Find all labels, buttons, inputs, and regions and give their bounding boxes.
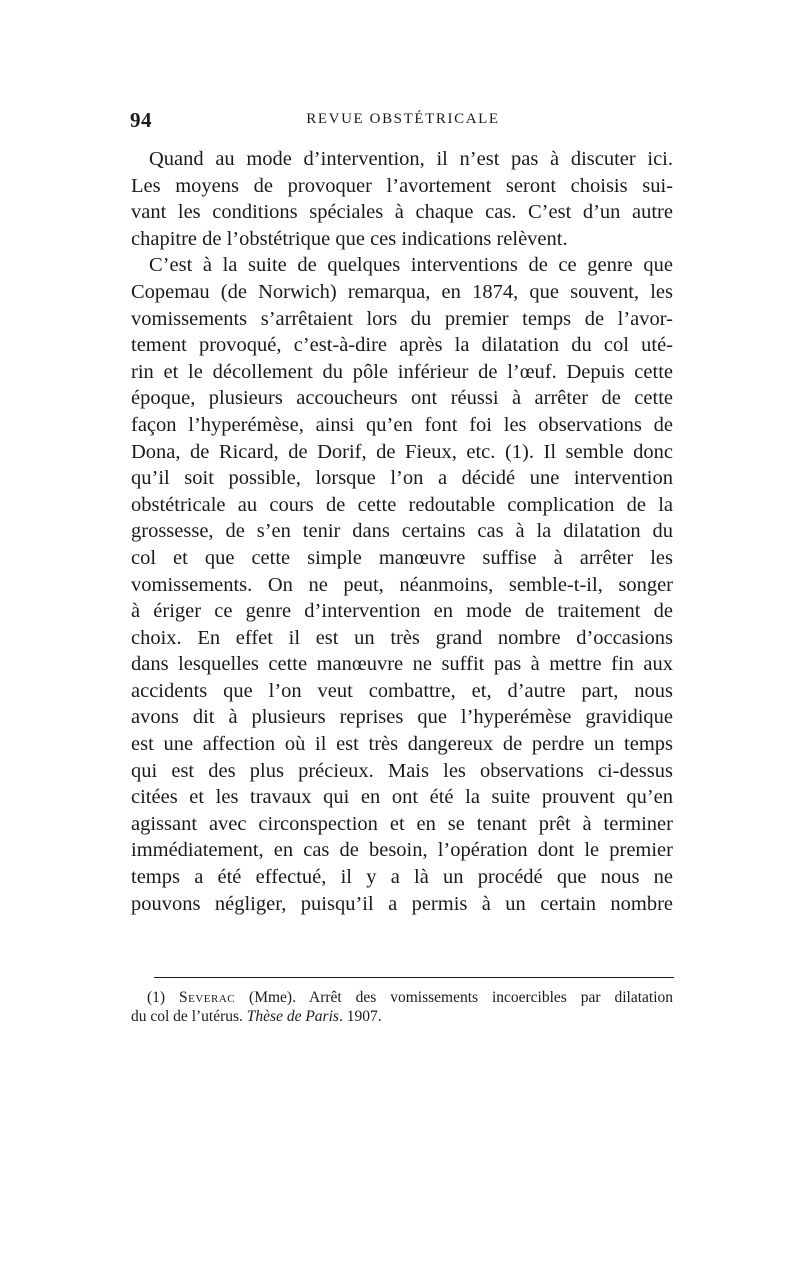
footnote-author: Severac [179, 989, 236, 1006]
text-line: accidents que l’on veut combattre, et, d’autre part, nous [131, 679, 673, 702]
text-line: vant les conditions spéciales à chaque cas. C’est d’un autre [131, 201, 673, 224]
footnote-marker: (1) [147, 989, 179, 1006]
footnote-text: du col de l’utérus. [131, 1008, 247, 1025]
text-line: choix. En effet il est un très grand nombre d’occasions [131, 626, 673, 649]
text-line: façon l’hyperémèse, ainsi qu’en font foi les observations de [131, 413, 673, 436]
footnote-work-title: Thèse de Paris [246, 1008, 339, 1025]
text-line: rin et le décollement du pôle inférieur de l’œuf. Depuis cette [131, 360, 673, 383]
footnote-line [131, 1007, 673, 1026]
footnote [131, 988, 673, 1026]
footnote-divider [154, 977, 674, 978]
text-line: vomissements. On ne peut, néanmoins, semble-t-il, songer [131, 573, 673, 596]
text-line: Copemau (de Norwich) remarqua, en 1874, que souvent, les [131, 280, 673, 303]
text-line: col et que cette simple manœuvre suffise à arrêter les [131, 546, 673, 569]
text-line: est une affection où il est très dangereux de perdre un temps [131, 733, 673, 756]
text-line: époque, plusieurs accoucheurs ont réussi à arrêter de cette [131, 387, 673, 410]
text-line: citées et les travaux qui en ont été la suite prouvent qu’en [131, 786, 673, 809]
text-line: tement provoqué, c’est-à-dire après la dilatation du col uté- [131, 334, 673, 357]
footnote-text: Arrêt des vomissements incoercibles par dilatation [309, 989, 673, 1006]
running-head: REVUE OBSTÉTRICALE [306, 111, 500, 127]
text-line: vomissements s’arrêtaient lors du premier temps de l’avor- [131, 307, 673, 330]
text-line: C’est à la suite de quelques interventions de ce genre que [149, 254, 673, 277]
text-line: qu’il soit possible, lorsque l’on a décidé une intervention [131, 467, 673, 490]
text-line: immédiatement, en cas de besoin, l’opération dont le premier [131, 839, 673, 862]
page-header [130, 108, 676, 138]
text-line: obstétricale au cours de cette redoutable complication de la [131, 493, 673, 516]
text-line: pouvons négliger, puisqu’il a permis à un certain nombre [131, 892, 673, 915]
text-line: dans lesquelles cette manœuvre ne suffit pas à mettre fin aux [131, 653, 673, 676]
text-line: grossesse, de s’en tenir dans certains cas à la dilatation du [131, 520, 673, 543]
text-line: à ériger ce genre d’intervention en mode de traitement de [131, 600, 673, 623]
text-line: Dona, de Ricard, de Dorif, de Fieux, etc. (1). Il semble donc [131, 440, 673, 463]
text-line: Les moyens de provoquer l’avortement seront choisis sui- [131, 174, 673, 197]
text-line: avons dit à plusieurs reprises que l’hyperémèse gravidique [131, 706, 673, 729]
text-line: Quand au mode d’intervention, il n’est pas à discuter ici. [149, 148, 673, 170]
page-number: 94 [130, 108, 152, 132]
footnote-text: . 1907. [338, 1008, 382, 1025]
text-line: chapitre de l’obstétrique que ces indications relèvent. [131, 227, 568, 250]
text-line: qui est des plus précieux. Mais les observations ci-dessus [131, 759, 673, 782]
text-line: agissant avec circonspection et en se tenant prêt à terminer [131, 812, 673, 835]
footnote-line [131, 988, 673, 1007]
footnote-author-title: (Mme). [235, 989, 310, 1006]
text-line: temps a été effectué, il y a là un procédé que nous ne [131, 866, 673, 889]
body-text [131, 146, 673, 917]
